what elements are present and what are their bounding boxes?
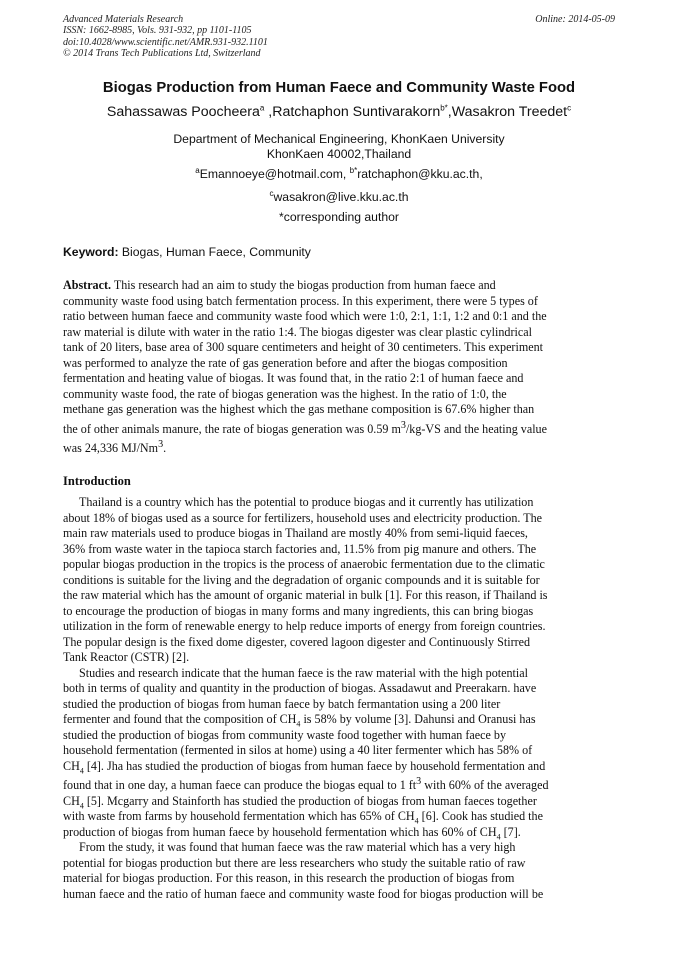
email-link[interactable]: ratchaphon@kku.ac.th, [357,167,483,181]
online-date: Online: 2014-05-09 [535,14,615,25]
author-affiliation-mark: c [567,103,572,113]
paragraph: From the study, it was found that human faece was the raw material which has a very high potential for biogas production but there are less researchers who study the suitable ratio of raw material for biogas production. For this reason, in this research the production of biogas from human faece and the ratio of human faece and community waste food for biogas production will be [63,840,544,901]
corresponding-author-note: *corresponding author [279,210,399,224]
introduction-body [63,495,615,902]
author-name: Ratchaphon Suntivarakorn [272,104,441,120]
author-affiliation-mark: a [259,103,265,113]
abstract: Abstract. This research had an aim to study the biogas production from human faece and community waste food using batch fermentation process. In this experiment, there were 5 types of ratio between human faece and community waste food which were 1:0, 2:1, 1:1, 1:2 and 0:1 and the raw material is dilute with water in the ratio 1:4. The biogas digester was clear plastic cylindrical tank of 20 liters, base area of 300 square centimeters and height of 30 centimeters. This experiment was performed to analyze the rate of gas generation before and after the biogas composition fermentation and heating value of biogas. It was found that, in the ratio 2:1 of human faece and community waste food, the rate of biogas generation was the highest. In the ratio of 1:0, the methane gas generation was the highest which the gas methane composition is 67.6% higher than the of other animals manure, the rate of biogas generation was 0.59 $m^3/kg-VS$ and the heating value was 24,336 MJ/Nm$^3$. [63,278,547,456]
affiliation [40,132,638,162]
copyright-line: © 2014 Trans Tech Publications Ltd, Switzerland [63,48,261,60]
section-heading-introduction: Introduction [63,474,131,488]
paper-title: Biogas Production from Human Faece and Community Waste Food [102,80,576,96]
email-line-ab: $^a$Emannoeye@hotmail.com, $^{b*}$ratchaphon@kku.ac.th, [195,165,483,181]
journal-name: Advanced Materials Research [63,14,184,25]
issn-line: ISSN: 1662-8985, Vols. 931-932, pp 1101-1105 [63,25,252,37]
author-list: Sahassawas Poocheera$^a$ ,Ratchaphon Suntivarakorn$^{b*}$,Wasakron Treedet$^c$ [106,103,572,120]
author-name: Wasakron Treedet [451,104,568,120]
author-name: Sahassawas Poocheera [106,104,260,120]
author-affiliation-mark: b* [440,103,448,113]
email-link[interactable]: wasakron@live.kku.ac.th [273,190,409,204]
doi-line: doi:10.4028/www.scientific.net/AMR.931-932.1101 [63,36,268,48]
email-link[interactable]: Emannoeye@hotmail.com, [199,167,347,181]
email-line-c: $^c$wasakron@live.kku.ac.th [269,188,409,204]
keyword-label: Keyword: [63,245,119,259]
affiliation-department: Department of Mechanical Engineering, KhonKaen University [173,132,505,146]
affiliation-address: KhonKaen 40002,Thailand [266,147,412,161]
paragraph: Studies and research indicate that the human faece is the raw material with the high potential both in terms of quality and quantity in the production of biogas. Assadawut and Preerakarn. have studied the production of biogas from human faece by batch fermantation using a 200 liter fermenter and found that the composition of $CH_4$ is 58% by volume [3]. Dahunsi and Oranusi has studied the production of biogas from community waste food together with human faece by household fermentation (fermented in silos at home) using a 40 liter fermenter which has 58% of $CH_4$ [4]. Jha has studied the production of biogas from human faece by household fermentation and found that in one day, a human faece can produce the biogas equal to 1 $ft^3$ with 60% of the averaged $CH_4$ [5]. Mcgarry and Stainforth has studied the production of biogas from human faeces together with waste from farms by household fermentation which has 65% of $CH_4$ [6]. Cook has studied the production of biogas from human faece by household fermentation which has 60% of $CH_4$ [7]. [63,665,549,841]
keyword-text: Biogas, Human Faece, Community [121,245,311,259]
keywords [63,245,311,259]
abstract-label: Abstract. [63,278,112,292]
journal-header [63,14,615,60]
paragraph: Thailand is a country which has the potential to produce biogas and it currently has utilization about 18% of biogas used as a source for fertilizers, household uses and electricity production. The main raw materials used to produce biogas in Thailand are mostly 40% from semi-liquid faeces, 36% from waste water in the tapioca starch factories and, 11.5% from pig manure and others. The popular biogas production in the tropics is the process of anaerobic fermentation due to the climatic conditions is suitable for the living and the degradation of organic compounds and it is suitable for the raw material which has the amount of organic material in bulk [1]. For this reason, if Thailand is to encourage the production of biogas in many forms and many ingredients, this can bring biogas utilization in the form of renewable energy to help reduce imports of energy from foreign countries. The popular design is the fixed dome digester, covered lagoon digester and Continuously Stirred Tank Reactor (CSTR) [2]. [63,495,548,664]
